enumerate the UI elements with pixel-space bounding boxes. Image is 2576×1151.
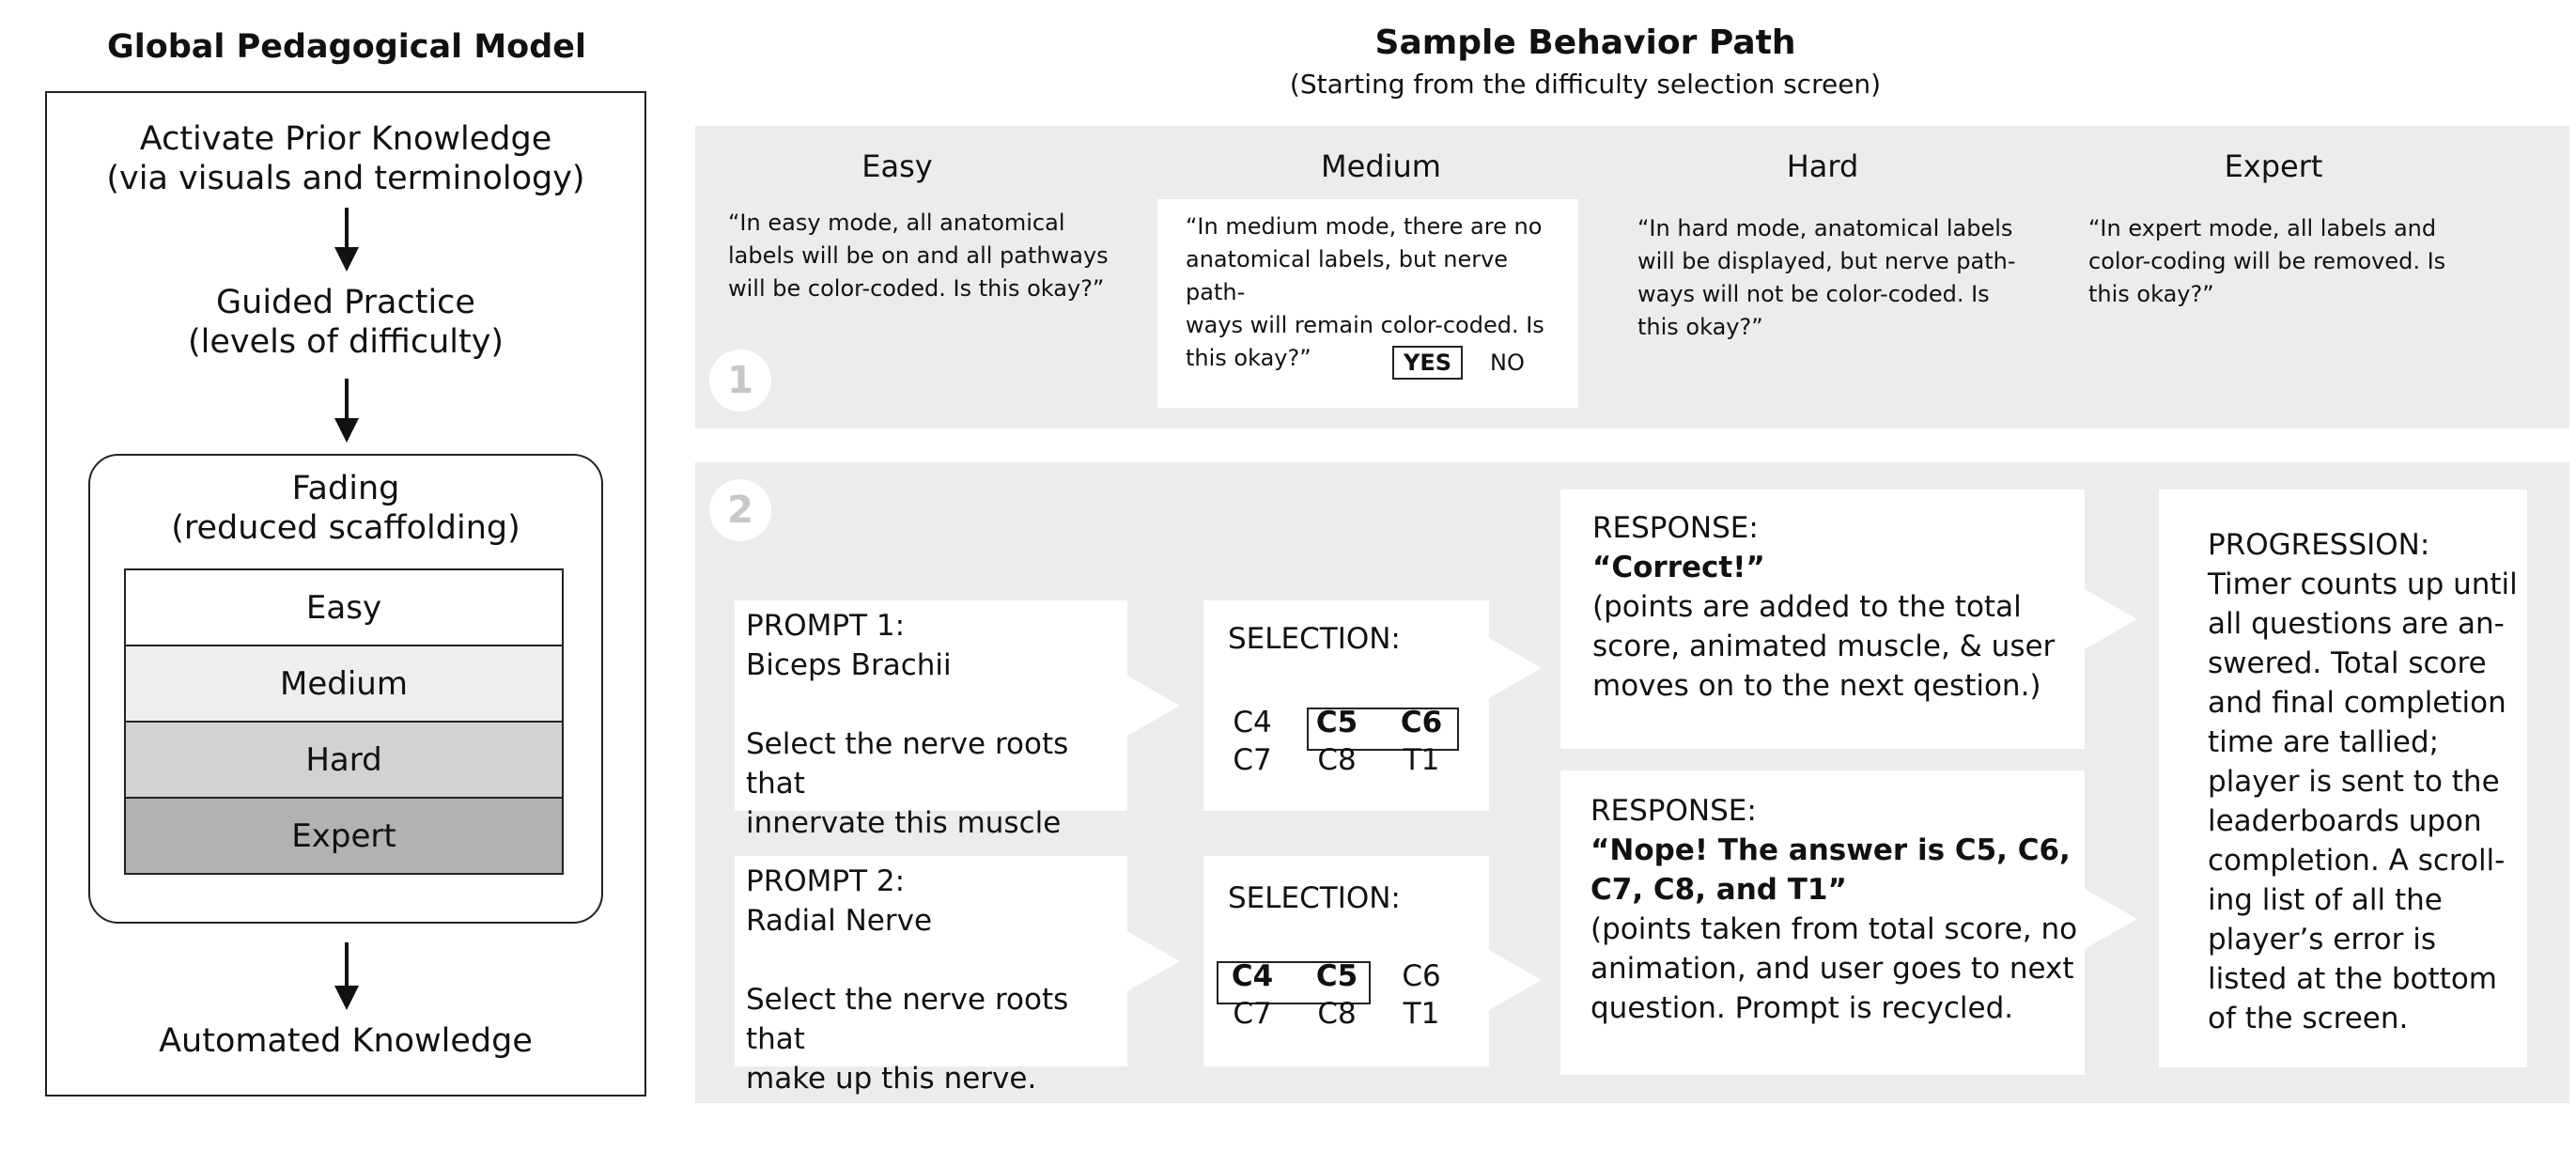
difficulty-expert-quote: “In expert mode, all labels and color-coding will be removed. Is this okay?”: [2088, 215, 2446, 307]
arrow-down-icon: [334, 379, 359, 443]
step-fading: Fading (reduced scaffolding): [171, 470, 520, 547]
pedagogical-model-box: [45, 91, 646, 1097]
difficulty-medium-dialog: [1157, 199, 1578, 408]
option-c5[interactable]: C5: [1315, 959, 1358, 993]
flow-arrow: [2085, 589, 2137, 649]
prompt-2-card: PROMPT 2: Radial Nerve Select the nerve roots that make up this nerve.: [735, 856, 1127, 1066]
right-panel-subtitle: (Starting from the difficulty selection screen): [1289, 69, 1882, 100]
option-c6[interactable]: C6: [1402, 959, 1441, 993]
difficulty-level-stack: [124, 568, 564, 875]
selection-2-label: SELECTION:: [1228, 881, 1401, 915]
selection-1-card: [1203, 600, 1489, 811]
level-easy: Easy: [124, 568, 564, 646]
option-c4[interactable]: C4: [1231, 959, 1274, 993]
flow-arrow: [1127, 931, 1180, 991]
step-number-2: 2: [709, 479, 771, 541]
option-t1[interactable]: T1: [1403, 997, 1440, 1031]
option-c6[interactable]: C6: [1400, 706, 1443, 739]
no-button[interactable]: NO: [1490, 350, 1525, 376]
arrow-down-icon: [334, 208, 359, 272]
option-c8[interactable]: C8: [1317, 743, 1357, 777]
level-medium: Medium: [124, 645, 564, 723]
step-automated-knowledge: Automated Knowledge: [159, 1022, 533, 1060]
option-c4[interactable]: C4: [1233, 706, 1272, 739]
difficulty-easy-label[interactable]: Easy: [861, 148, 933, 184]
level-expert: Expert: [124, 797, 564, 875]
response-incorrect-card: RESPONSE: “Nope! The answer is C5, C6, C7, C8, and T1” (points taken from total score, no animation, and user goes to next question. Prompt is recycled.: [1560, 770, 2085, 1075]
section-2-gameplay: [695, 462, 2569, 1103]
step-guided-practice: Guided Practice (levels of difficulty): [187, 284, 504, 361]
option-t1[interactable]: T1: [1403, 743, 1440, 777]
option-c7[interactable]: C7: [1233, 997, 1272, 1031]
flow-arrow: [1127, 676, 1180, 736]
option-c7[interactable]: C7: [1233, 743, 1272, 777]
flow-arrow: [1489, 950, 1542, 1010]
level-hard: Hard: [124, 721, 564, 799]
option-c8[interactable]: C8: [1317, 997, 1357, 1031]
fading-box: [88, 454, 603, 924]
step-number-1: 1: [709, 350, 771, 412]
difficulty-medium-label[interactable]: Medium: [1321, 148, 1441, 184]
right-panel-title: Sample Behavior Path: [1374, 23, 1796, 62]
step-activate-prior-knowledge: Activate Prior Knowledge (via visuals and terminology): [106, 120, 585, 197]
difficulty-hard-quote: “In hard mode, anatomical labels will be displayed, but nerve path- ways will not be color-coded. Is this okay?”: [1637, 215, 2016, 340]
prompt-1-card: PROMPT 1: Biceps Brachii Select the nerve roots that innervate this muscle: [735, 600, 1127, 811]
yes-button[interactable]: YES: [1392, 346, 1463, 380]
difficulty-easy-quote: “In easy mode, all anatomical labels will be on and all pathways will be color-coded. Is this okay?”: [728, 210, 1109, 302]
response-correct-card: RESPONSE: “Correct!” (points are added to the total score, animated muscle, & user moves on to the next qestion.): [1560, 490, 2085, 749]
arrow-down-icon: [334, 942, 359, 1010]
flow-arrow: [1489, 638, 1542, 698]
option-c5[interactable]: C5: [1315, 706, 1358, 739]
progression-card: PROGRESSION: Timer counts up until all questions are an- swered. Total score and final completion time are tallied; player is sent to the leaderboards upon completion. A scroll- ing list of all the player’s error is listed at the bottom of the screen.: [2159, 490, 2527, 1067]
difficulty-hard-label[interactable]: Hard: [1786, 148, 1859, 184]
selection-1-label: SELECTION:: [1228, 622, 1401, 656]
section-1-difficulty-selection: [695, 126, 2569, 428]
selection-2-card: [1203, 856, 1489, 1066]
flow-arrow: [2085, 889, 2137, 949]
left-panel-title: Global Pedagogical Model: [106, 28, 587, 66]
difficulty-expert-label[interactable]: Expert: [2224, 148, 2323, 184]
difficulty-medium-quote: “In medium mode, there are no anatomical labels, but nerve path- ways will remain color-coded. Is this okay?”: [1186, 213, 1544, 371]
